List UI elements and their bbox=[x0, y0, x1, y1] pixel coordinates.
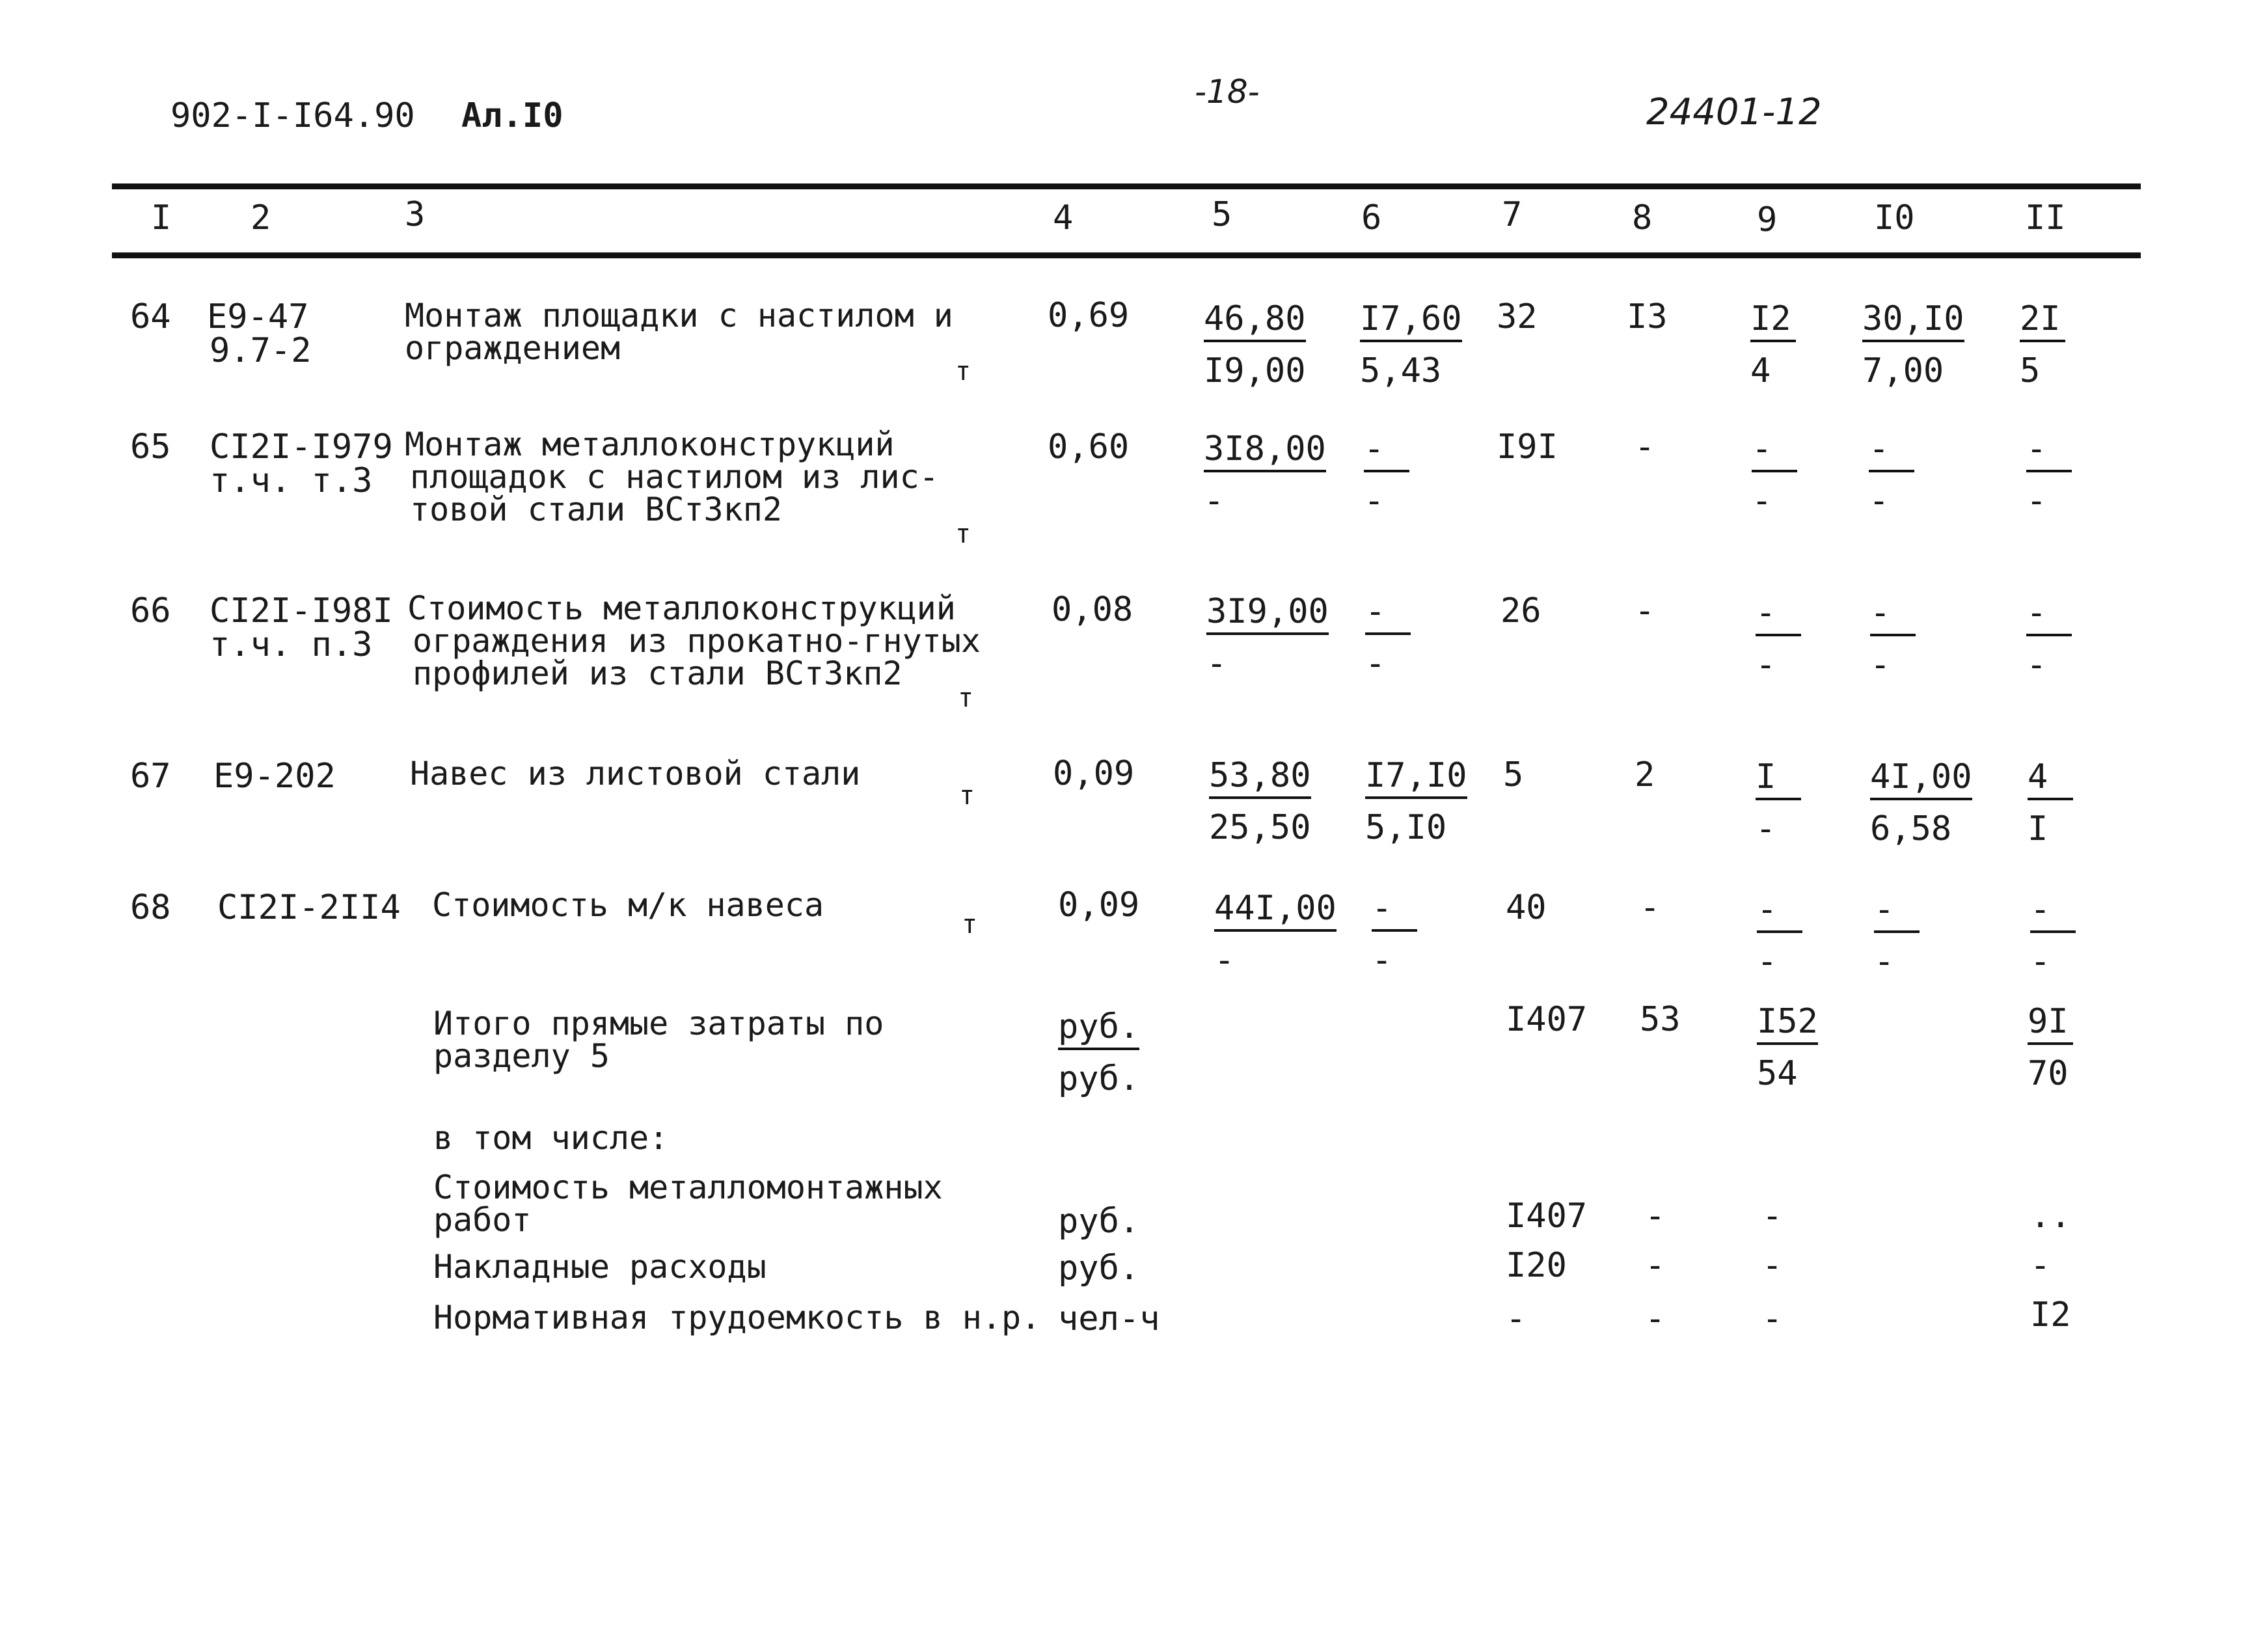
col9-value bbox=[1752, 429, 1797, 521]
col9-value bbox=[1750, 299, 1796, 390]
col10-bottom: - bbox=[1874, 942, 1895, 981]
summary-line-unit: руб. bbox=[1058, 1249, 1140, 1288]
col10-bottom: 7,00 bbox=[1862, 351, 1944, 390]
col11-bottom: I bbox=[2028, 809, 2048, 848]
col6-bottom: 5,I0 bbox=[1365, 808, 1447, 847]
col11-value bbox=[2028, 757, 2073, 848]
summary-col9-top: I52 bbox=[1757, 1002, 1818, 1045]
col6-bottom: 5,43 bbox=[1360, 351, 1442, 390]
col9-bottom: 4 bbox=[1750, 351, 1771, 390]
col6-top: - bbox=[1364, 429, 1409, 472]
unit-label: т bbox=[955, 357, 971, 386]
row-number: 64 bbox=[130, 297, 171, 336]
work-description: Монтаж площадки с настилом и bbox=[405, 297, 953, 334]
summary-line-col7: I407 bbox=[1506, 1197, 1588, 1236]
col10-top: - bbox=[1869, 429, 1914, 472]
table-header-rule bbox=[112, 252, 2141, 258]
column-header: I bbox=[151, 198, 172, 237]
row-number: 67 bbox=[130, 757, 171, 796]
col7-value: 26 bbox=[1500, 591, 1541, 630]
quantity: 0,08 bbox=[1052, 590, 1134, 629]
col6-value bbox=[1364, 429, 1409, 521]
col5-top: 3I9,00 bbox=[1206, 592, 1329, 635]
row-number: 66 bbox=[130, 591, 171, 630]
work-description: Монтаж металлоконструкций bbox=[405, 426, 895, 463]
col10-bottom: - bbox=[1869, 481, 1890, 521]
col5-bottom: - bbox=[1204, 481, 1225, 521]
col9-bottom: - bbox=[1756, 645, 1776, 684]
col5-top: 46,80 bbox=[1204, 299, 1306, 342]
col10-value bbox=[1874, 890, 1920, 981]
col7-value: 5 bbox=[1503, 755, 1524, 794]
col11-value bbox=[2026, 593, 2072, 684]
col10-value bbox=[1862, 299, 1964, 390]
summary-line-col9: - bbox=[1762, 1246, 1783, 1285]
col10-bottom: 6,58 bbox=[1870, 809, 1952, 848]
col5-value bbox=[1204, 429, 1326, 521]
summary-line-label: Стоимость металломонтажных bbox=[433, 1169, 943, 1206]
row-number: 65 bbox=[130, 427, 171, 467]
work-description: Стоимость м/к навеса bbox=[432, 886, 824, 924]
quantity: 0,09 bbox=[1053, 754, 1135, 793]
table-top-rule bbox=[112, 183, 2141, 189]
col9-value bbox=[1756, 593, 1801, 684]
col11-top: - bbox=[2030, 890, 2076, 933]
work-description: Стоимость металлоконструкций bbox=[407, 589, 956, 627]
col9-top: - bbox=[1757, 890, 1802, 933]
col10-top: - bbox=[1874, 890, 1920, 933]
col5-value bbox=[1206, 592, 1329, 683]
col11-bottom: - bbox=[2030, 942, 2051, 981]
column-header: 2 bbox=[251, 198, 271, 237]
col10-value bbox=[1870, 757, 1972, 848]
col8-value: - bbox=[1635, 591, 1655, 630]
col10-top: - bbox=[1870, 593, 1916, 636]
col5-top: 3I8,00 bbox=[1204, 429, 1326, 472]
col11-bottom: 5 bbox=[2020, 351, 2041, 390]
summary-unit-top: руб. bbox=[1058, 1007, 1139, 1050]
summary-col8: 53 bbox=[1640, 1000, 1681, 1039]
summary-col9-bottom: 54 bbox=[1757, 1054, 1798, 1093]
unit-label: т bbox=[962, 910, 978, 940]
summary-line-unit: чел-ч bbox=[1058, 1299, 1160, 1338]
work-description: ограждения из прокатно-гнутых bbox=[413, 622, 981, 660]
column-header: 6 bbox=[1361, 198, 1382, 237]
doc-code bbox=[170, 96, 563, 135]
col11-value bbox=[2030, 890, 2076, 981]
col6-value bbox=[1360, 299, 1462, 390]
column-header: 8 bbox=[1632, 198, 1653, 237]
summary-line-col7: I20 bbox=[1506, 1246, 1567, 1285]
norm-code: Е9-202 bbox=[213, 757, 336, 796]
col10-value bbox=[1870, 593, 1916, 684]
col6-value bbox=[1365, 756, 1467, 847]
col5-bottom: - bbox=[1206, 644, 1227, 683]
unit-label: т bbox=[958, 683, 974, 713]
document-number: 24401-12 bbox=[1646, 91, 1822, 133]
summary-label: Итого прямые затраты по bbox=[433, 1005, 884, 1042]
norm-code: Е9-47 bbox=[207, 297, 309, 336]
work-description: площадок с настилом из лис- bbox=[410, 458, 939, 496]
summary-line-label: Накладные расходы bbox=[433, 1248, 767, 1286]
col8-value: - bbox=[1640, 888, 1661, 927]
summary-line-col11: - bbox=[2030, 1246, 2051, 1285]
col11-bottom: - bbox=[2026, 481, 2047, 521]
col7-value: 40 bbox=[1506, 888, 1547, 927]
row-number: 68 bbox=[130, 888, 171, 927]
summary-line-col9: - bbox=[1762, 1197, 1783, 1236]
col11-top: - bbox=[2026, 593, 2072, 636]
col10-top: 4I,00 bbox=[1870, 757, 1972, 800]
unit-label: т bbox=[955, 519, 971, 549]
column-header: 3 bbox=[405, 195, 426, 234]
summary-col11 bbox=[2028, 1002, 2073, 1093]
doc-code-value: 902-I-I64.90 bbox=[170, 96, 415, 135]
col8-value: I3 bbox=[1627, 297, 1668, 336]
col8-value: - bbox=[1635, 427, 1655, 467]
col8-value: 2 bbox=[1635, 755, 1655, 794]
work-description: профилей из стали ВСт3кп2 bbox=[413, 655, 903, 692]
summary-col7: I407 bbox=[1506, 1000, 1588, 1039]
col6-bottom: - bbox=[1372, 941, 1392, 980]
norm-code: CI2I-I98I bbox=[210, 591, 393, 630]
col9-bottom: - bbox=[1757, 942, 1778, 981]
col7-value: I9I bbox=[1497, 427, 1558, 467]
col5-bottom: I9,00 bbox=[1204, 351, 1306, 390]
col9-bottom: - bbox=[1756, 809, 1776, 848]
summary-line-label: Нормативная трудоемкость в н.р. bbox=[433, 1299, 1041, 1336]
col10-value bbox=[1869, 429, 1914, 521]
col10-bottom: - bbox=[1870, 645, 1891, 684]
summary-line-unit: руб. bbox=[1058, 1202, 1140, 1241]
work-description: товой стали ВСт3кп2 bbox=[410, 491, 782, 528]
unit-label: т bbox=[959, 781, 975, 811]
column-header: II bbox=[2025, 198, 2066, 237]
col11-top: 2I bbox=[2020, 299, 2065, 342]
col5-value bbox=[1209, 756, 1311, 847]
norm-code: т.ч. т.3 bbox=[210, 461, 373, 500]
col5-top: 44I,00 bbox=[1214, 889, 1337, 932]
summary-col11-bottom: 70 bbox=[2028, 1054, 2069, 1093]
col6-bottom: - bbox=[1364, 481, 1385, 521]
summary-label: разделу 5 bbox=[433, 1037, 610, 1075]
col9-top: I2 bbox=[1750, 299, 1796, 342]
col5-top: 53,80 bbox=[1209, 756, 1311, 799]
col5-bottom: 25,50 bbox=[1209, 808, 1311, 847]
summary-line-col7: - bbox=[1506, 1299, 1527, 1338]
col5-bottom: - bbox=[1214, 941, 1235, 980]
column-header: I0 bbox=[1874, 198, 1915, 237]
summary-line-col8: - bbox=[1645, 1299, 1666, 1338]
col10-top: 30,I0 bbox=[1862, 299, 1964, 342]
work-description: Навес из листовой стали bbox=[410, 755, 861, 792]
column-header: 5 bbox=[1212, 195, 1232, 234]
norm-code: т.ч. п.3 bbox=[210, 625, 373, 664]
col6-top: I7,I0 bbox=[1365, 756, 1467, 799]
col9-value bbox=[1756, 757, 1801, 848]
column-header: 7 bbox=[1502, 195, 1523, 234]
col6-value bbox=[1365, 592, 1411, 683]
summary-line-label: работ bbox=[433, 1201, 532, 1239]
norm-code: 9.7-2 bbox=[210, 331, 312, 370]
col6-top: - bbox=[1372, 889, 1417, 932]
quantity: 0,09 bbox=[1058, 886, 1140, 925]
summary-col9 bbox=[1757, 1002, 1818, 1093]
column-header: 9 bbox=[1757, 200, 1778, 239]
norm-code: CI2I-2II4 bbox=[217, 888, 401, 927]
col11-value bbox=[2020, 299, 2065, 390]
including-label: в том числе: bbox=[433, 1119, 669, 1157]
summary-line-col9: - bbox=[1762, 1299, 1783, 1338]
work-description: ограждением bbox=[405, 329, 621, 367]
col7-value: 32 bbox=[1497, 297, 1538, 336]
summary-line-col11: I2 bbox=[2030, 1295, 2071, 1334]
summary-col11-top: 9I bbox=[2028, 1002, 2073, 1045]
col6-top: - bbox=[1365, 592, 1411, 635]
summary-line-col8: - bbox=[1645, 1246, 1666, 1285]
col9-top: - bbox=[1752, 429, 1797, 472]
col9-top: I bbox=[1756, 757, 1801, 800]
col6-top: I7,60 bbox=[1360, 299, 1462, 342]
column-header: 4 bbox=[1053, 198, 1074, 237]
col9-top: - bbox=[1756, 593, 1801, 636]
col11-value bbox=[2026, 429, 2072, 521]
quantity: 0,69 bbox=[1048, 296, 1130, 335]
norm-code: CI2I-I979 bbox=[210, 427, 393, 467]
col6-value bbox=[1372, 889, 1417, 980]
summary-unit bbox=[1058, 1007, 1139, 1098]
summary-unit-bottom: руб. bbox=[1058, 1059, 1140, 1098]
col5-value bbox=[1214, 889, 1337, 980]
col9-bottom: - bbox=[1752, 481, 1772, 521]
col9-value bbox=[1757, 890, 1802, 981]
quantity: 0,60 bbox=[1048, 427, 1130, 467]
summary-line-col8: - bbox=[1645, 1197, 1666, 1236]
summary-line-col11: .. bbox=[2030, 1197, 2071, 1236]
album-label: Ал.I0 bbox=[461, 96, 563, 135]
page-number: -18- bbox=[1195, 73, 1260, 111]
col5-value bbox=[1204, 299, 1306, 390]
col11-bottom: - bbox=[2026, 645, 2047, 684]
col6-bottom: - bbox=[1365, 644, 1386, 683]
col11-top: - bbox=[2026, 429, 2072, 472]
col11-top: 4 bbox=[2028, 757, 2073, 800]
